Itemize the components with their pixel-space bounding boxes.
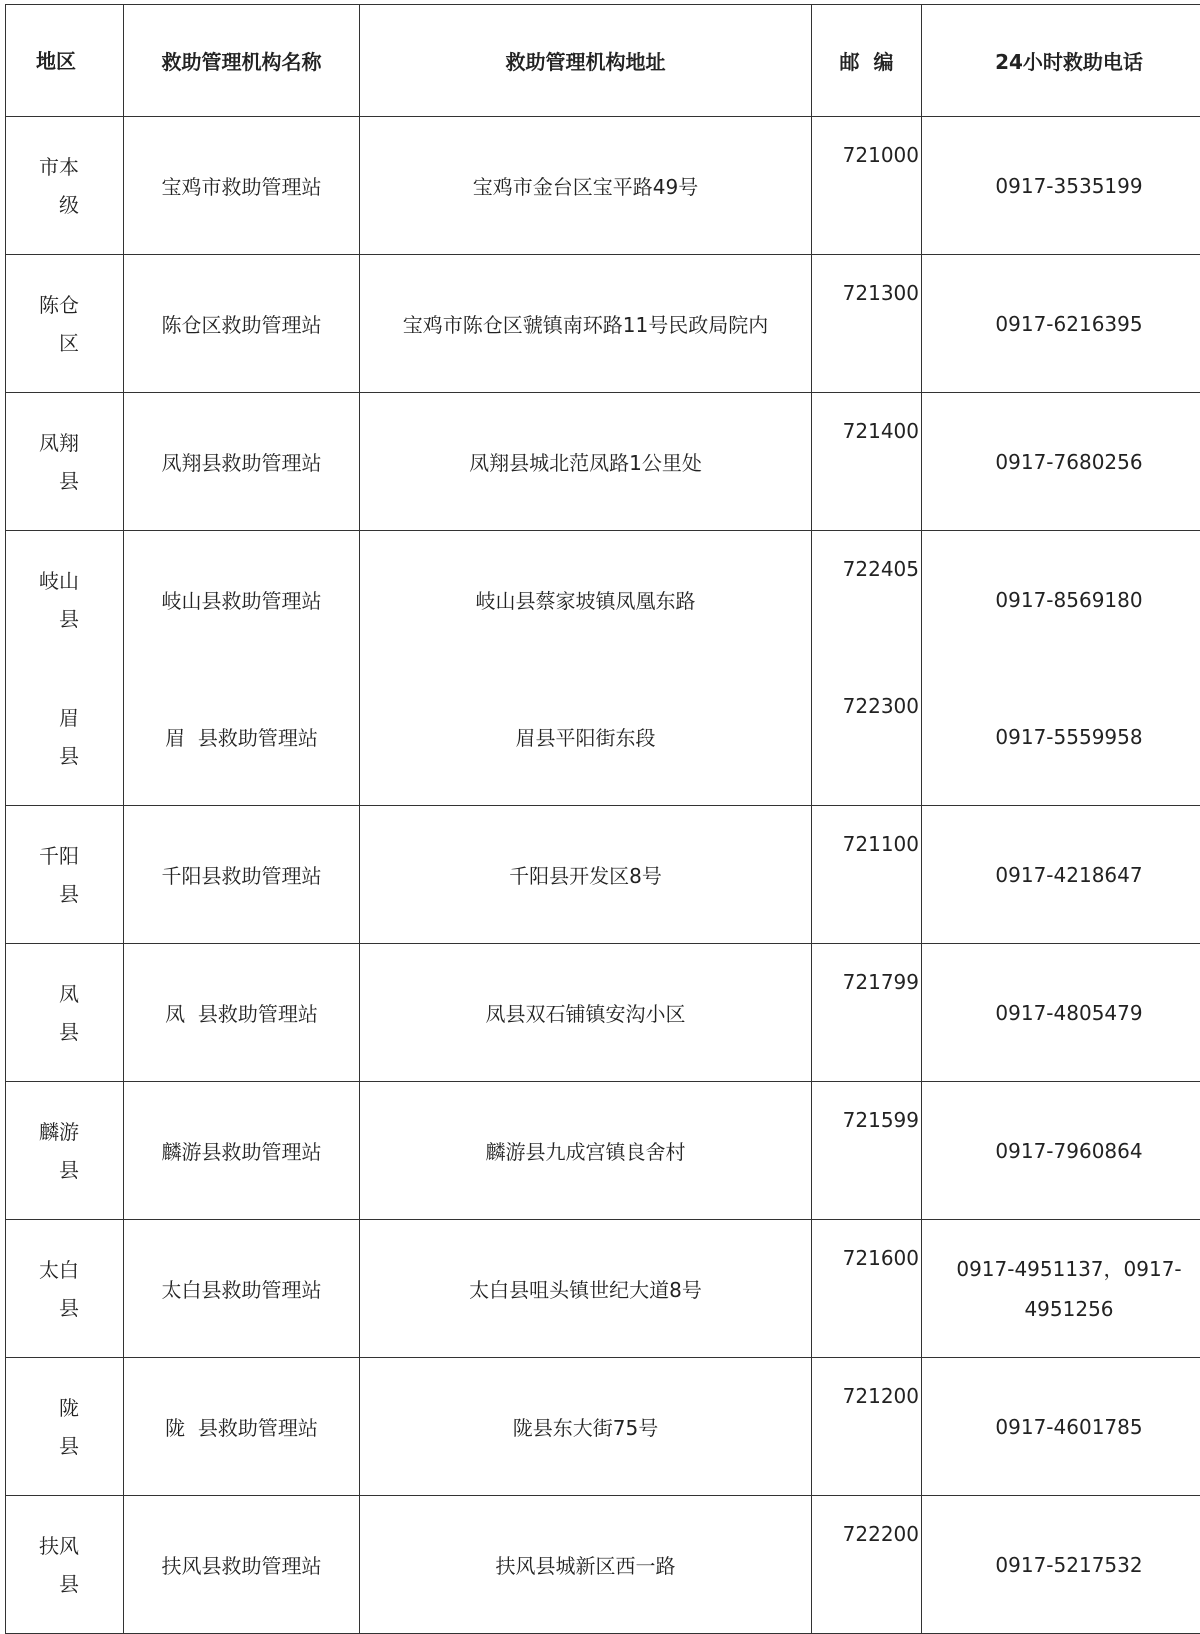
cell-name: 凤翔县救助管理站 (124, 393, 360, 531)
cell-region: 凤翔县 (6, 393, 124, 531)
cell-zip: 722300 (812, 668, 922, 806)
cell-phone: 0917-5217532 (922, 1496, 1200, 1634)
cell-address: 宝鸡市陈仓区虢镇南环路11号民政局院内 (360, 255, 812, 393)
cell-name: 麟游县救助管理站 (124, 1082, 360, 1220)
header-name: 救助管理机构名称 (124, 5, 360, 117)
cell-zip: 721000 (812, 117, 922, 255)
header-zip: 邮 编 (812, 5, 922, 117)
cell-address: 扶风县城新区西一路 (360, 1496, 812, 1634)
cell-phone: 0917-5559958 (922, 668, 1200, 806)
cell-region: 陇 县 (6, 1358, 124, 1496)
table-row (6, 531, 1200, 669)
cell-address: 凤县双石铺镇安沟小区 (360, 944, 812, 1082)
cell-name: 眉 县救助管理站 (124, 668, 360, 806)
cell-phone: 0917-7960864 (922, 1082, 1200, 1220)
cell-region: 眉 县 (6, 668, 124, 806)
cell-address: 麟游县九成宫镇良舍村 (360, 1082, 812, 1220)
cell-zip: 721200 (812, 1358, 922, 1496)
cell-region: 太白县 (6, 1220, 124, 1358)
table-row (6, 944, 1200, 1082)
cell-phone: 0917-4218647 (922, 806, 1200, 944)
cell-address: 宝鸡市金台区宝平路49号 (360, 117, 812, 255)
cell-zip: 721799 (812, 944, 922, 1082)
cell-region: 凤 县 (6, 944, 124, 1082)
cell-zip: 722200 (812, 1496, 922, 1634)
cell-zip: 721400 (812, 393, 922, 531)
cell-address: 岐山县蔡家坡镇凤凰东路 (360, 531, 812, 669)
cell-zip: 721300 (812, 255, 922, 393)
cell-region: 岐山县 (6, 531, 124, 669)
cell-region: 麟游县 (6, 1082, 124, 1220)
cell-region: 千阳县 (6, 806, 124, 944)
table-row (6, 1220, 1200, 1358)
header-phone: 24小时救助电话 (922, 5, 1200, 117)
cell-phone: 0917-3535199 (922, 117, 1200, 255)
cell-region: 市本级 (6, 117, 124, 255)
rescue-stations-table (5, 4, 1200, 1634)
cell-phone: 0917-4601785 (922, 1358, 1200, 1496)
table-header-row (6, 5, 1200, 117)
cell-zip: 721599 (812, 1082, 922, 1220)
cell-name: 陇 县救助管理站 (124, 1358, 360, 1496)
table-row (6, 806, 1200, 944)
table-row (6, 1496, 1200, 1634)
table-row (6, 393, 1200, 531)
header-region: 地区 (6, 5, 124, 117)
table-row (6, 117, 1200, 255)
cell-phone: 0917-6216395 (922, 255, 1200, 393)
table-row (6, 255, 1200, 393)
cell-name: 岐山县救助管理站 (124, 531, 360, 669)
cell-name: 太白县救助管理站 (124, 1220, 360, 1358)
cell-region: 扶风县 (6, 1496, 124, 1634)
cell-phone: 0917-4805479 (922, 944, 1200, 1082)
cell-zip: 721600 (812, 1220, 922, 1358)
cell-region: 陈仓区 (6, 255, 124, 393)
cell-address: 陇县东大街75号 (360, 1358, 812, 1496)
cell-zip: 721100 (812, 806, 922, 944)
table-row (6, 668, 1200, 806)
header-address: 救助管理机构地址 (360, 5, 812, 117)
cell-name: 陈仓区救助管理站 (124, 255, 360, 393)
cell-phone: 0917-4951137，0917-4951256 (922, 1220, 1200, 1358)
table-row (6, 1082, 1200, 1220)
cell-address: 千阳县开发区8号 (360, 806, 812, 944)
cell-zip: 722405 (812, 531, 922, 669)
table-row (6, 1358, 1200, 1496)
cell-phone: 0917-7680256 (922, 393, 1200, 531)
cell-address: 眉县平阳街东段 (360, 668, 812, 806)
cell-name: 宝鸡市救助管理站 (124, 117, 360, 255)
cell-address: 太白县咀头镇世纪大道8号 (360, 1220, 812, 1358)
cell-name: 千阳县救助管理站 (124, 806, 360, 944)
cell-address: 凤翔县城北范凤路1公里处 (360, 393, 812, 531)
cell-name: 扶风县救助管理站 (124, 1496, 360, 1634)
cell-phone: 0917-8569180 (922, 531, 1200, 669)
cell-name: 凤 县救助管理站 (124, 944, 360, 1082)
